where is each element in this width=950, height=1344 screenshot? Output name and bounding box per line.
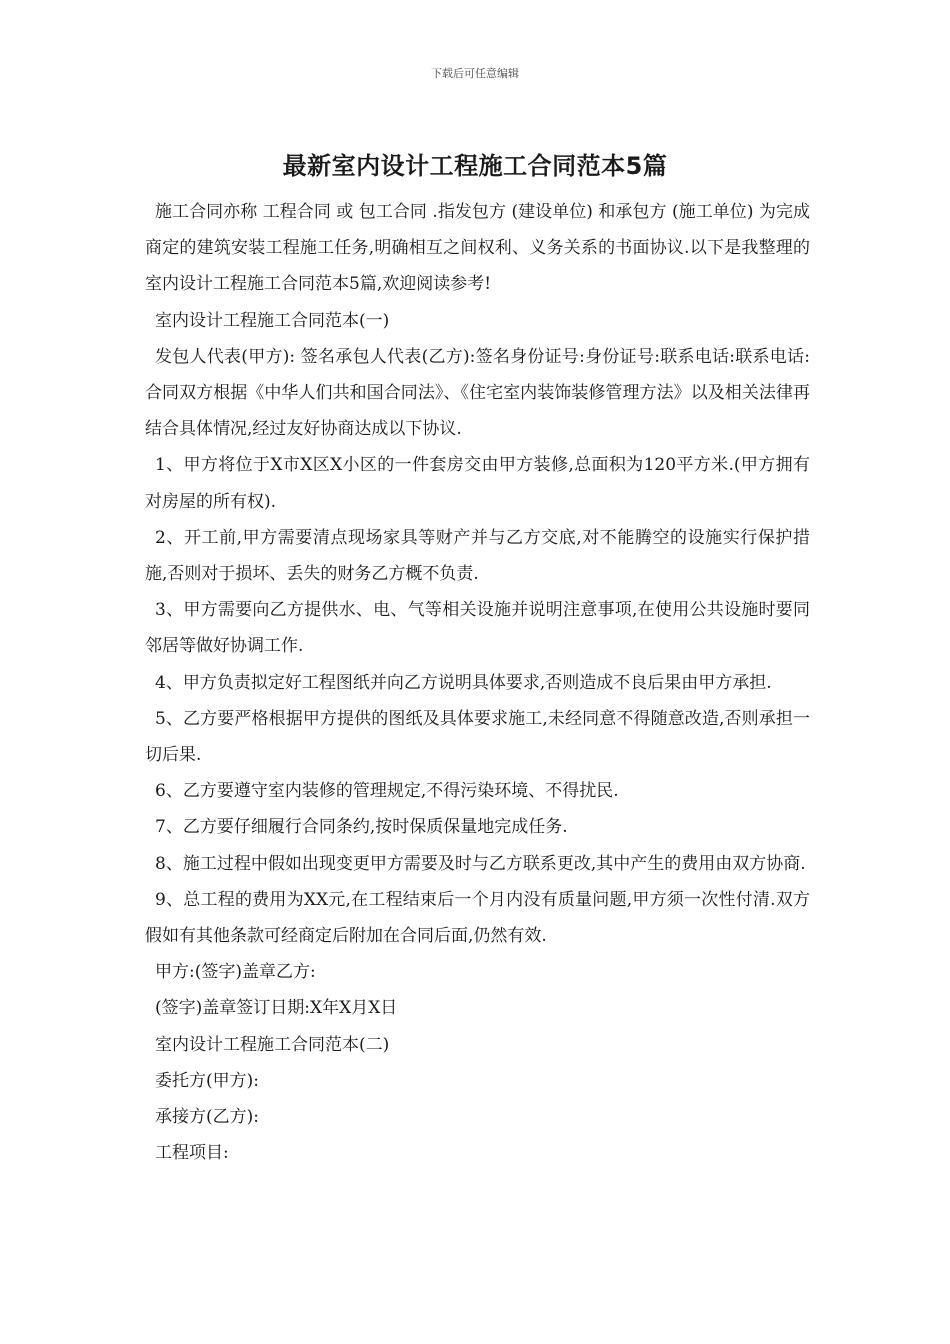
clause-1: 1、甲方将位于X市X区X小区的一件套房交由甲方装修,总面积为120平方米.(甲方拥有对房屋的所有权).: [145, 455, 810, 512]
clause-7: 7、乙方要仔细履行合同条约,按时保质保量地完成任务.: [155, 817, 568, 838]
clause-6: 6、乙方要遵守室内装修的管理规定,不得污染环境、不得扰民.: [155, 781, 619, 802]
page-header: 下载后可任意编辑: [431, 67, 519, 80]
clause-2: 2、开工前,甲方需要清点现场家具等财产并与乙方交底,对不能腾空的设施实行保护措施,否则对于损坏、丢失的财务乙方概不负责.: [145, 527, 810, 585]
paragraph-intro: 施工合同亦称 工程合同 或 包工合同 .指发包方 (建设单位) 和承包方 (施工单位) 为完成商定的建筑安装工程施工任务,明确相互之间权利、义务关系的书面协议.以下是我整理的室内设计工程施工合同范本5篇,欢迎阅读参考!: [145, 202, 810, 295]
clause-5: 5、乙方要严格根据甲方提供的图纸及具体要求施工,未经同意不得随意改造,否则承担一切后果.: [145, 708, 810, 766]
signature-date-line: (签字)盖章签订日期:X年X月X日: [155, 998, 398, 1019]
section-heading-2: 室内设计工程施工合同范本(二): [155, 1034, 390, 1055]
clause-9: 9、总工程的费用为XX元,在工程结束后一个月内没有质量问题,甲方须一次性付清.双方假如有其他条款可经商定后附加在合同后面,仍然有效.: [145, 889, 810, 947]
paragraph-parties: 发包人代表(甲方): 签名承包人代表(乙方):签名身份证号:身份证号:联系电话:联系电话:合同双方根据《中华人们共和国合同法》、《住宅室内装饰装修管理方法》以及相关法律再结合具体情况,经过友好协商达成以下协议.: [145, 346, 810, 440]
project-field: 工程项目:: [155, 1143, 229, 1164]
clause-8: 8、施工过程中假如出现变更甲方需要及时与乙方联系更改,其中产生的费用由双方协商.: [155, 853, 806, 874]
client-field: 委托方(甲方):: [155, 1070, 259, 1091]
clause-4: 4、甲方负责拟定好工程图纸并向乙方说明具体要求,否则造成不良后果由甲方承担.: [155, 672, 772, 693]
document-body: [145, 194, 810, 1171]
document-title: 最新室内设计工程施工合同范本5篇: [282, 152, 668, 180]
section-heading-1: 室内设计工程施工合同范本(一): [155, 310, 390, 331]
contractor-field: 承接方(乙方):: [155, 1107, 259, 1128]
clause-3: 3、甲方需要向乙方提供水、电、气等相关设施并说明注意事项,在使用公共设施时要同邻居等做好协调工作.: [145, 600, 810, 657]
signature-line: 甲方:(签字)盖章乙方:: [155, 962, 316, 983]
